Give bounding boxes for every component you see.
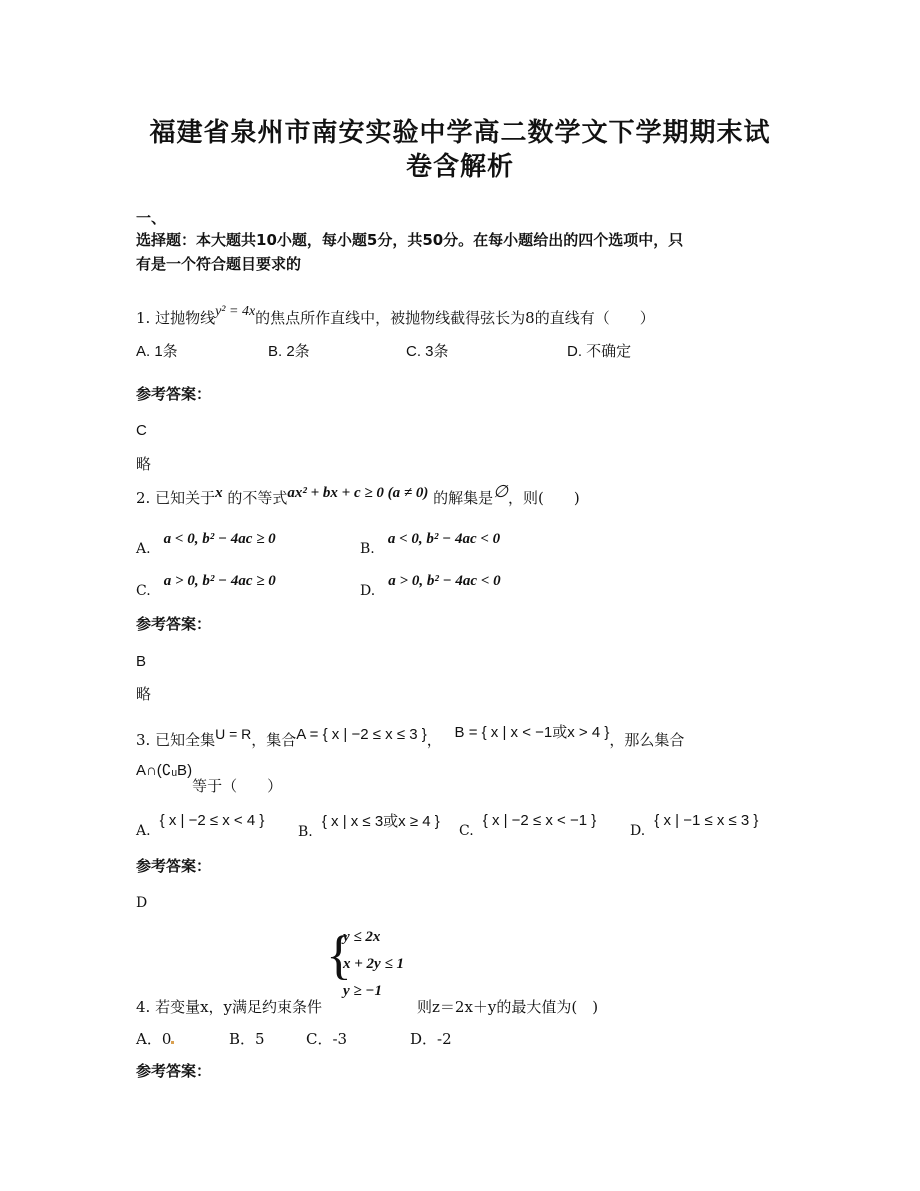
section-instruction-line2: 有是一个符合题目要求的 [136, 255, 302, 273]
question-2-formula: ax² + bx + c ≥ 0 (a ≠ 0) [287, 485, 429, 501]
question-2 [136, 482, 580, 508]
q4-option-a-text: A．0 [136, 1030, 172, 1048]
question-3-comma: ， [426, 731, 442, 749]
q1-option-d: D. 不确定 [567, 343, 632, 360]
q3-option-b [298, 810, 440, 840]
q4-option-d: D．-2 [410, 1030, 452, 1048]
q4-option-a [136, 1028, 174, 1049]
q2-answer-heading: 参考答案： [136, 615, 212, 633]
q3-option-c [459, 810, 597, 839]
q3-answer: D [136, 895, 148, 911]
q2-option-b-formula: a < 0, b² − 4ac < 0 [387, 531, 501, 547]
question-2-mid: 的不等式 [227, 489, 288, 507]
question-1-formula: y² = 4x [215, 304, 256, 319]
q2-answer: B [136, 653, 147, 670]
q2-option-d-formula: a > 0, b² − 4ac < 0 [388, 573, 501, 589]
q3-option-c-formula: { x | −2 ≤ x < −1 } [482, 812, 597, 829]
q1-option-c: C. 3条 [406, 343, 449, 360]
question-2-mid2: 的解集是 [433, 489, 494, 507]
constraint-3: y ≥ −1 [343, 983, 382, 999]
q4-answer-heading: 参考答案： [136, 1062, 212, 1080]
q1-answer: C [136, 422, 147, 439]
q2-option-d [360, 570, 501, 599]
question-3-set-b: B = { x | x < −1或x > 4 } [454, 724, 610, 741]
q2-explanation: 略 [136, 685, 152, 703]
q3-option-d [630, 810, 759, 839]
page-title-line2: 卷含解析 [405, 152, 514, 182]
question-4-suffix: 则z＝2x＋y的最大值为( ) [417, 998, 599, 1016]
q1-explanation: 略 [136, 455, 152, 473]
question-1-suffix: 的焦点所作直线中，被抛物线截得弦长为8的直线有（ ） [255, 309, 655, 327]
constraint-2: x + 2y ≤ 1 [343, 956, 404, 972]
page-title-line1: 福建省泉州市南安实验中学高二数学文下学期期末试 [149, 118, 771, 148]
q1-answer-heading: 参考答案： [136, 385, 212, 403]
question-1-prefix: 1. 过抛物线 [136, 309, 216, 327]
question-3-line1 [136, 724, 685, 750]
q3-option-a [136, 810, 265, 839]
q4-option-b: B．5 [229, 1030, 265, 1048]
q3-option-c-label: C. [459, 823, 474, 839]
question-3-suffix2: 等于（ ） [192, 777, 283, 795]
q3-option-d-formula: { x | −1 ≤ x ≤ 3 } [654, 812, 759, 829]
question-3-mid: ，集合 [251, 731, 297, 749]
question-3-line2 [136, 762, 283, 795]
q3-option-a-label: A. [136, 823, 151, 839]
q3-answer-heading: 参考答案： [136, 857, 212, 875]
question-2-prefix: 2. 已知关于 [136, 489, 216, 507]
constraint-1: y ≤ 2x [343, 929, 381, 945]
question-2-suffix: ，则( ) [507, 489, 580, 507]
question-1 [136, 304, 655, 328]
stray-mark [171, 1041, 174, 1044]
q2-option-a [136, 528, 276, 557]
question-3-prefix: 3. 已知全集 [136, 731, 216, 749]
question-3-suffix: ，那么集合 [609, 731, 685, 749]
q2-option-a-label: A. [136, 541, 151, 557]
q2-option-c-formula: a > 0, b² − 4ac ≥ 0 [163, 573, 276, 589]
empty-set-symbol: ∅ [493, 482, 508, 501]
section-instruction-line1: 选择题：本大题共10小题，每小题5分，共50分。在每小题给出的四个选项中，只 [136, 231, 684, 249]
q2-option-d-label: D. [360, 583, 376, 599]
q2-option-c [136, 570, 276, 599]
q2-option-c-label: C. [136, 583, 151, 599]
question-2-var: x [215, 485, 223, 501]
constraint-brace: { [326, 925, 352, 985]
q2-option-b [360, 528, 501, 557]
q2-option-b-label: B. [360, 541, 375, 557]
q1-option-b: B. 2条 [268, 343, 310, 360]
q3-option-b-label: B. [298, 824, 313, 840]
q3-option-a-formula: { x | −2 ≤ x < 4 } [159, 812, 265, 829]
question-3-universe: U = R [215, 726, 252, 742]
question-3-set-a: A = { x | −2 ≤ x ≤ 3 } [296, 726, 427, 743]
q3-option-b-formula: { x | x ≤ 3或x ≥ 4 } [321, 813, 440, 830]
q3-option-d-label: D. [630, 823, 646, 839]
q2-option-a-formula: a < 0, b² − 4ac ≥ 0 [163, 531, 276, 547]
question-4-prefix: 4. 若变量x，y满足约束条件 [136, 998, 323, 1016]
question-3-expression: A∩(∁ᵤB) [136, 762, 193, 779]
q4-option-c: C．-3 [306, 1030, 348, 1048]
section-number: 一、 [136, 209, 167, 227]
q1-option-a: A. 1条 [136, 343, 178, 360]
